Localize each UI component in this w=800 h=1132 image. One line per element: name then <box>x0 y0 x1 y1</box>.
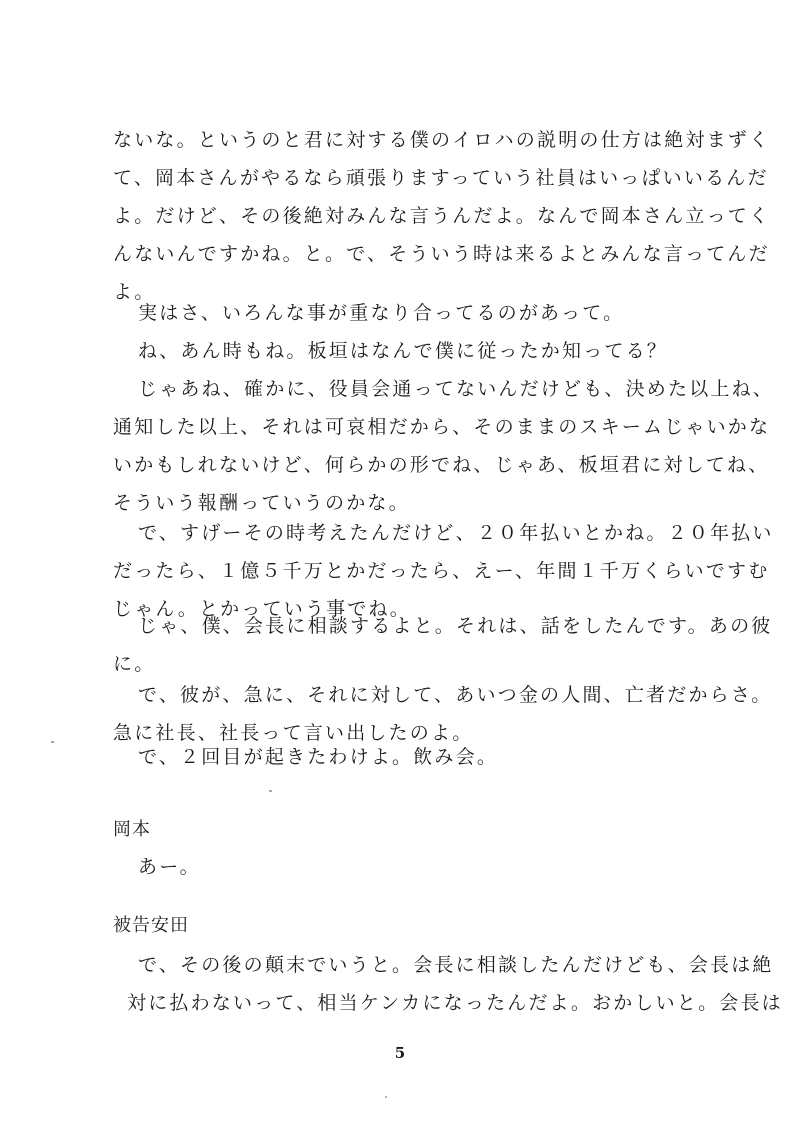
speaker-name-okamoto: 岡本 <box>113 819 151 840</box>
speaker-yasuda-line-2: 対に払わないって、相当ケンカになったんだよ。おかしいと。会長は <box>127 992 783 1014</box>
paragraph-4-line-2: 通知した以上、それは可哀相だから、そのままのスキームじゃいかな <box>113 416 771 438</box>
paragraph-2: 実はさ、いろんな事が重なり合ってるのがあって。 <box>138 302 625 324</box>
paragraph-6-line-2: に。 <box>113 653 156 675</box>
paragraph-1-line-2: て、岡本さんがやるなら頑張りますっていう社員はいっぱいいるんだ <box>113 167 769 189</box>
paragraph-5-line-3: じゃん。とかっていう事でね。 <box>113 598 411 620</box>
paragraph-4-line-4: そういう報酬っていうのかな。 <box>113 492 410 514</box>
paragraph-3: ね、あん時もね。板垣はなんで僕に従ったか知ってる？ <box>138 340 669 362</box>
paragraph-8: で、２回目が起きたわけよ。飲み会。 <box>138 746 499 768</box>
paragraph-7-line-2: 急に社長、社長って言い出したのよ。 <box>113 722 474 744</box>
paragraph-4-line-1: じゃあね、確かに、役員会通ってないんだけども、決めた以上ね、 <box>138 378 775 400</box>
paragraph-1-line-5: よ。 <box>113 281 156 303</box>
paragraph-7-line-1: で、彼が、急に、それに対して、あいつ金の人間、亡者だからさ。 <box>138 684 773 706</box>
scan-speck <box>385 1096 387 1098</box>
paragraph-5-line-1: で、すげーその時考えたんだけど、２０年払いとかね。２０年払い <box>138 522 774 544</box>
scan-speck <box>269 790 272 792</box>
page-number: 5 <box>394 1044 406 1062</box>
scan-speck <box>51 741 54 743</box>
speaker-name-yasuda: 被告安田 <box>113 915 189 936</box>
speaker-yasuda-line-1: で、その後の顛末でいうと。会長に相談したんだけども、会長は絶 <box>138 954 774 976</box>
paragraph-5-line-2: だったら、１億５千万とかだったら、えー、年間１千万くらいですむ <box>113 560 770 582</box>
speaker-okamoto-text: あー。 <box>138 856 201 878</box>
paragraph-1-line-1: ないな。というのと君に対する僕のイロハの説明の仕方は絶対まずく <box>113 129 771 151</box>
paragraph-1-line-3: よ。だけど、その後絶対みんな言うんだよ。なんで岡本さん立ってく <box>113 205 771 227</box>
paragraph-6-line-1: じゃ、僕、会長に相談するよと。それは、話をしたんです。あの彼 <box>138 615 773 637</box>
paragraph-4-line-3: いかもしれないけど、何らかの形でね、じゃあ、板垣君に対してね、 <box>113 454 770 476</box>
paragraph-1-line-4: んないんですかね。と。で、そういう時は来るよとみんな言ってんだ <box>113 243 770 265</box>
